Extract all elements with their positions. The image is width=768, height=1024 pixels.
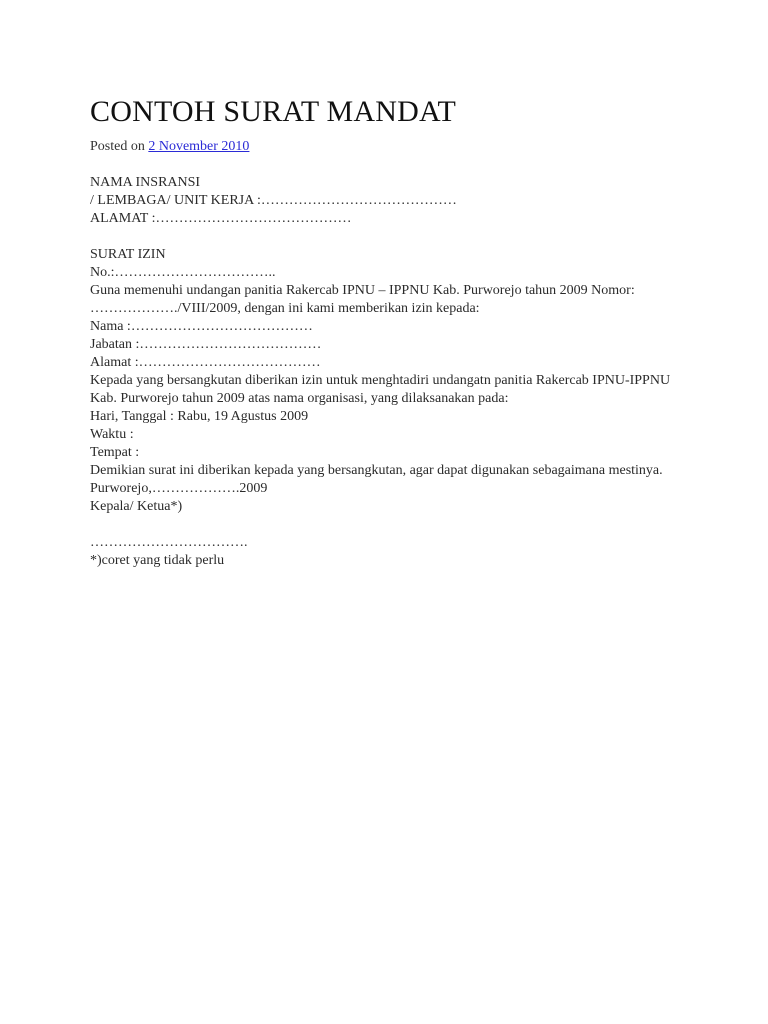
letter-subject: SURAT IZIN <box>90 247 166 262</box>
field-hari-tanggal: Hari, Tanggal : Rabu, 19 Agustus 2009 <box>90 409 309 424</box>
footnote: *)coret yang tidak perlu <box>90 553 225 568</box>
field-nama: Nama :………………………………… <box>90 319 313 334</box>
field-waktu: Waktu : <box>90 427 134 442</box>
posted-label: Posted on <box>90 139 149 154</box>
post-meta <box>90 138 690 156</box>
document-page <box>90 92 690 570</box>
post-title: CONTOH SURAT MANDAT <box>90 95 457 128</box>
institution-unit-line: / LEMBAGA/ UNIT KERJA :…………………………………… <box>90 193 457 208</box>
letter-number: No.:…………………………….. <box>90 265 276 280</box>
field-tempat: Tempat : <box>90 445 140 460</box>
letter-intro-paragraph: Guna memenuhi undangan panitia Rakercab IPNU – IPPNU Kab. Purworejo tahun 2009 Nomor: ………………./VIII/2009, dengan ini kami memberikan izin kepada: <box>90 283 639 316</box>
letter-body <box>90 246 690 570</box>
signature-space <box>90 516 690 534</box>
letter-header <box>90 174 690 228</box>
institution-name-line: NAMA INSRANSI <box>90 175 201 190</box>
institution-address-line: ALAMAT :…………………………………… <box>90 211 352 226</box>
posted-date-link[interactable]: 2 November 2010 <box>148 139 250 154</box>
letter-closing-paragraph: Demikian surat ini diberikan kepada yang bersangkutan, agar dapat digunakan sebagaimana mestinya. <box>90 463 663 478</box>
signature-line: ……………………………. <box>90 535 248 550</box>
field-jabatan: Jabatan :………………………………… <box>90 337 322 352</box>
signatory-title: Kepala/ Ketua*) <box>90 499 183 514</box>
field-alamat: Alamat :………………………………… <box>90 355 321 370</box>
letter-permission-paragraph: Kepada yang bersangkutan diberikan izin untuk menghtadiri undangatn panitia Rakercab IPNU-IPPNU Kab. Purworejo tahun 2009 atas nama organisasi, yang dilaksanakan pada: <box>90 373 674 406</box>
place-date-line: Purworejo,……………….2009 <box>90 481 268 496</box>
